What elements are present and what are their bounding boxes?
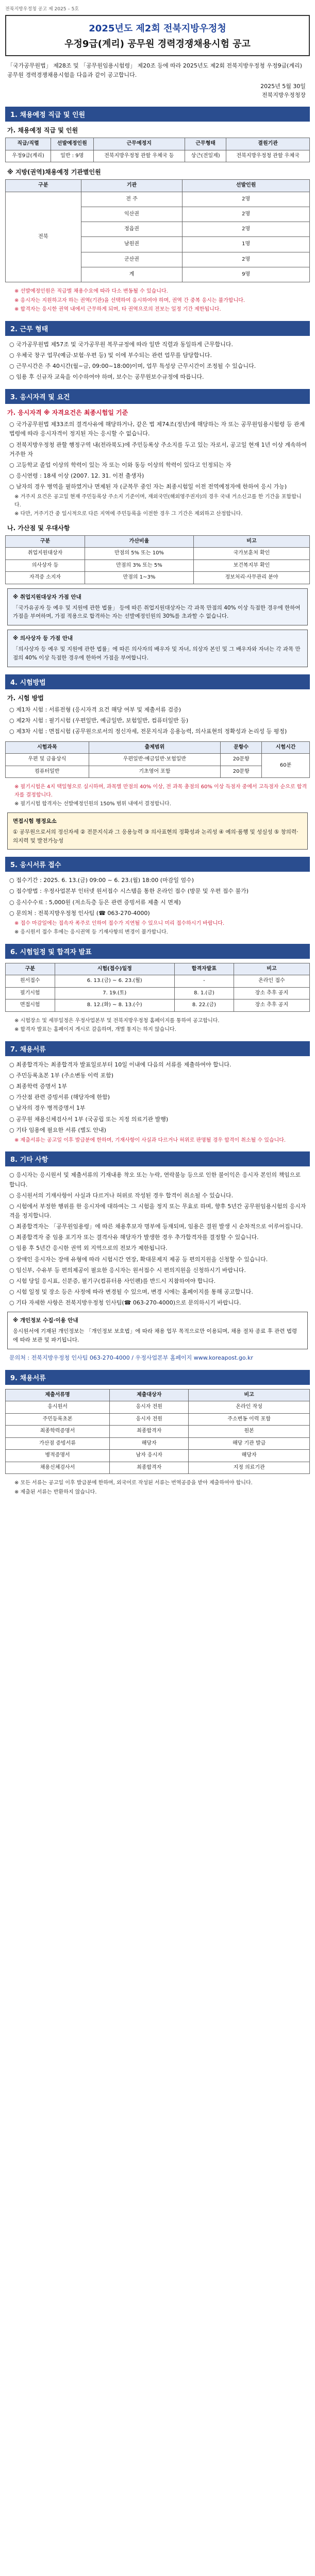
s8-item: ○ 응시원서의 기재사항이 사실과 다르거나 허위로 작성된 경우 합격이 취소될 수 있습니다. xyxy=(9,1192,234,1199)
th: 구분 xyxy=(6,535,85,548)
s8-item: ○ 시험 일정 및 장소 등은 사정에 따라 변경될 수 있으며, 변경 시에는 홈페이지를 통해 공고합니다. xyxy=(9,1288,253,1295)
th: 비고 xyxy=(189,1389,310,1401)
td: 남원권 xyxy=(81,237,183,252)
td: 컴퓨터일반 xyxy=(6,766,89,778)
s8-contact: 문의처 : 전북지방우정청 인사팀 063-270-4000 / 우정사업본부 홈페이지 www.koreapost.go.kr xyxy=(9,1354,253,1361)
s5-note: ※ 접수 마감일에는 접속자 폭주로 인하여 접수가 지연될 수 있으니 미리 접수하시기 바랍니다. xyxy=(14,920,225,926)
td: 기초영어 포함 xyxy=(89,766,221,778)
s4-item: ○ 제2차 시험 : 필기시험 (우편일반, 예금일반, 보험일반, 컴퓨터일반 등) xyxy=(9,717,189,724)
td: 최종합격자 xyxy=(110,1426,189,1438)
td: 8. 1.(금) xyxy=(175,987,234,999)
box-body: 「의사상자 등 예우 및 지원에 관한 법률」에 따른 의사자의 배우자 및 자녀, 의상자 본인 및 그 배우자와 자녀는 각 과목 만점의 40% 이상 득점한 경우에 한하여 가점을 부여합니다. xyxy=(13,646,301,661)
s4-table-subjects xyxy=(5,741,310,778)
doc-number: 전북지방우정청 공고 제 2025 – 5호 xyxy=(5,7,79,12)
th: 가산비율 xyxy=(85,535,194,548)
table-row xyxy=(6,548,310,560)
table-header-row xyxy=(6,180,310,192)
intro-text: 「국가공무원법」 제28조 및 「공무원임용시험령」 제20조 등에 따라 2025년도 제2회 전북지방우정청 우정9급(계리) 공무원 경력경쟁채용시험을 다음과 같이 공고합니다. xyxy=(7,62,302,78)
section-2-header: 2. 근무 형태 xyxy=(5,321,310,336)
table-header-row xyxy=(6,741,310,754)
td: 7. 19.(토) xyxy=(55,987,174,999)
table-row xyxy=(6,1437,310,1450)
table-row xyxy=(6,1426,310,1438)
th: 합격자발표 xyxy=(175,963,234,975)
box-title: 면접시험 평정요소 xyxy=(13,818,57,824)
s7-item: ○ 기타 임용에 필요한 서류 (별도 안내) xyxy=(9,1126,106,1133)
td: 면접시험 xyxy=(6,999,55,1012)
table-row xyxy=(6,987,310,999)
th: 결원기관 xyxy=(226,138,310,150)
s8-item: ○ 임신부, 수유부 등 편의제공이 필요한 응시자는 원서접수 시 편의지원을 신청하시기 바랍니다. xyxy=(9,1266,246,1274)
table-row xyxy=(6,999,310,1012)
td: 전북 xyxy=(6,192,81,282)
td: 가산점 증빙서류 xyxy=(6,1437,110,1450)
th: 제출대상자 xyxy=(110,1389,189,1401)
s5-note: ※ 응시원서 접수 후에는 응시권역 등 기재사항의 변경이 불가합니다. xyxy=(14,929,168,936)
section-3-header: 3. 응시자격 및 요건 xyxy=(5,389,310,404)
td: 만점의 1~3% xyxy=(85,572,194,584)
table-header-row xyxy=(6,1389,310,1401)
th: 시험과목 xyxy=(6,741,89,754)
s8-item: ○ 장애인 응시자는 장애 유형에 따라 시험시간 연장, 확대문제지 제공 등 편의지원을 신청할 수 있습니다. xyxy=(9,1256,268,1263)
table-header-row xyxy=(6,138,310,150)
td: 장소 추후 공지 xyxy=(234,999,309,1012)
td: 주민등록초본 xyxy=(6,1413,110,1426)
td: 2명 xyxy=(183,252,310,267)
td: 8. 12.(화) ~ 8. 13.(수) xyxy=(55,999,174,1012)
s3-note: ※ 거주지 요건은 공고일 현재 주민등록상 주소지 기준이며, 재외국민(해외영주권자)의 경우 국내 거소신고를 한 기간을 포함합니다. xyxy=(14,494,302,508)
box-body: ① 공무원으로서의 정신자세 ② 전문지식과 그 응용능력 ③ 의사표현의 정확성과 논리성 ④ 예의·품행 및 성실성 ⑤ 창의력·의지력 및 발전가능성 xyxy=(13,828,299,844)
td: 만점의 3% 또는 5% xyxy=(85,560,194,572)
th: 기관 xyxy=(81,180,183,192)
s8-item: ○ 임용 후 5년간 응시한 권역 외 지역으로의 전보가 제한됩니다. xyxy=(9,1245,168,1252)
s9-note: ※ 제출된 서류는 반환하지 않습니다. xyxy=(14,1489,97,1495)
table-header-row xyxy=(6,535,310,548)
s8-box-privacy xyxy=(7,1312,308,1349)
s3-item: ○ 응시연령 : 18세 이상 (2007. 12. 31. 이전 출생자) xyxy=(9,472,144,479)
title-line-1: 2025년도 제2회 전북지방우정청 xyxy=(89,23,226,34)
td: 전 주 xyxy=(81,192,183,207)
td: 우편일반·예금일반·보험일반 xyxy=(89,754,221,766)
td: 계 xyxy=(81,267,183,282)
box-title: ※ 취업지원대상자 가점 안내 xyxy=(13,594,81,600)
s8-item: ○ 시험 당일 응시표, 신분증, 필기구(컴퓨터용 사인펜)를 반드시 지참하여야 합니다. xyxy=(9,1277,216,1284)
td: 9명 xyxy=(183,267,310,282)
td: 60분 xyxy=(262,754,310,778)
th: 구분 xyxy=(6,963,55,975)
s7-note: ※ 제출서류는 공고일 이후 발급분에 한하며, 기재사항이 사실과 다르거나 허위로 판명될 경우 합격이 취소될 수 있습니다. xyxy=(14,1137,286,1143)
s4-item: ○ 제3차 시험 : 면접시험 (공무원으로서의 정신자세, 전문지식과 응용능력, 의사표현의 정확성과 논리성 등 평정) xyxy=(9,727,287,735)
td: 응시원서 xyxy=(6,1401,110,1414)
box-body: 「국가유공자 등 예우 및 지원에 관한 법률」 등에 따른 취업지원대상자는 각 과목 만점의 40% 이상 득점한 경우에 한하여 가점을 부여하며, 가점 적용으로 합격하는 자는 선발예정인원의 30%를 초과할 수 없습니다. xyxy=(13,604,301,620)
s3-item: ○ 전북지방우정청 관할 행정구역 내(전라북도)에 주민등록상 주소지를 두고 있는 자로서, 공고일 현재 1년 이상 계속하여 거주한 자 xyxy=(9,441,307,457)
td: 응시자 전원 xyxy=(110,1401,189,1414)
td: 최종합격자 xyxy=(110,1462,189,1474)
td: - xyxy=(175,975,234,988)
td: 보건복지부 확인 xyxy=(193,560,309,572)
section-6-header: 6. 시험일정 및 합격자 발표 xyxy=(5,944,310,959)
section-7-header: 7. 채용서류 xyxy=(5,1041,310,1056)
s2-item: ○ 임용 후 신규자 교육을 이수하여야 하며, 보수는 공무원보수규정에 따릅니다. xyxy=(9,374,204,381)
s5-item: ○ 접수방법 : 우정사업본부 인터넷 원서접수 시스템을 통한 온라인 접수 (방문 및 우편 접수 불가) xyxy=(9,888,248,895)
s2-item: ○ 국가공무원법 제57조 및 국가공무원 복무규정에 따라 일반 직렬과 동일하게 근무합니다. xyxy=(9,341,233,348)
s8-item: ○ 기타 자세한 사항은 전북지방우정청 인사팀(☎ 063-270-4000)으로 문의하시기 바랍니다. xyxy=(9,1299,241,1307)
s1-note: ※ 응시자는 지원하고자 하는 권역(기관)을 선택하여 응시하여야 하며, 권역 간 중복 응시는 불가합니다. xyxy=(14,297,245,303)
notice-page xyxy=(5,0,310,1496)
td: 군산권 xyxy=(81,252,183,267)
td: 우편 및 금융상식 xyxy=(6,754,89,766)
th: 근무예정지 xyxy=(93,138,185,150)
box-title: ※ 개인정보 수집·이용 안내 xyxy=(13,1317,78,1324)
section-8-header: 8. 기타 사항 xyxy=(5,1151,310,1166)
s4-note: ※ 필기시험 합격자는 선발예정인원의 150% 범위 내에서 결정합니다. xyxy=(14,801,171,807)
section-5-header: 5. 응시서류 접수 xyxy=(5,857,310,872)
th: 비고 xyxy=(234,963,309,975)
td: 원본 xyxy=(189,1426,310,1438)
table-header-row xyxy=(6,963,310,975)
td: 온라인 접수 xyxy=(234,975,309,988)
section-9-header: 9. 채용서류 xyxy=(5,1370,310,1385)
td: 일반 : 9명 xyxy=(51,150,93,162)
s2-item: ○ 근무시간은 주 40시간(월~금, 09:00~18:00)이며, 업무 특성상 근무시간이 조정될 수 있습니다. xyxy=(9,362,256,369)
s6-table-schedule xyxy=(5,963,310,1012)
s7-item: ○ 공무원 채용신체검사서 1부 (국공립 또는 지정 의료기관 발행) xyxy=(9,1115,169,1123)
td: 자격증 소지자 xyxy=(6,572,85,584)
table-row xyxy=(6,560,310,572)
s9-note: ※ 모든 서류는 공고일 이후 발급분에 한하며, 외국어로 작성된 서류는 번역공증을 받아 제출하여야 합니다. xyxy=(14,1480,253,1486)
td: 만점의 5% 또는 10% xyxy=(85,548,194,560)
s3-box-righteous xyxy=(7,630,308,667)
td: 익산권 xyxy=(81,207,183,222)
s7-item: ○ 주민등록초본 1부 (주소변동 이력 포함) xyxy=(9,1072,114,1079)
s4-note: ※ 필기시험은 4지 택일형으로 실시하며, 과목별 만점의 40% 이상, 전 과목 총점의 60% 이상 득점자 중에서 고득점자 순으로 합격자를 결정합니다. xyxy=(14,784,307,798)
td: 정보처리·사무관리 분야 xyxy=(193,572,309,584)
td: 2명 xyxy=(183,222,310,237)
td: 해당자 xyxy=(110,1437,189,1450)
td: 상근(전일제) xyxy=(185,150,226,162)
th: 비고 xyxy=(193,535,309,548)
s3-sub2: 나. 가산점 및 우대사항 xyxy=(7,524,70,532)
th: 직급/직렬 xyxy=(6,138,51,150)
section-4-header: 4. 시험방법 xyxy=(5,674,310,689)
td: 남자 응시자 xyxy=(110,1450,189,1462)
s6-note: ※ 합격자 발표는 홈페이지 게시로 갈음하며, 개별 통지는 하지 않습니다. xyxy=(14,1027,176,1033)
td: 6. 13.(금) ~ 6. 23.(월) xyxy=(55,975,174,988)
s1-table-regions xyxy=(5,179,310,282)
s3-item: ○ 고등학교 졸업 이상의 학력이 있는 자 또는 이와 동등 이상의 학력이 있다고 인정되는 자 xyxy=(9,461,231,468)
th: 시험(접수)일정 xyxy=(55,963,174,975)
th: 제출서류명 xyxy=(6,1389,110,1401)
th: 구분 xyxy=(6,180,81,192)
td: 전북지방우정청 관할 우체국 등 xyxy=(93,150,185,162)
td: 해당 기관 발급 xyxy=(189,1437,310,1450)
th: 근무형태 xyxy=(185,138,226,150)
s3-table-bonus xyxy=(5,535,310,584)
signoff-date: 2025년 5월 30일 xyxy=(260,83,306,90)
s3-note: ※ 다만, 거주기간 중 일시적으로 다른 지역에 주민등록을 이전한 경우 그 기간은 제외하고 산정합니다. xyxy=(14,511,243,517)
td: 우정9급(계리) xyxy=(6,150,51,162)
signoff xyxy=(5,82,306,99)
table-row xyxy=(6,150,310,162)
s3-item: ○ 남자의 경우 병역을 필하였거나 면제된 자 (군복무 중인 자는 최종시험일 이전 전역예정자에 한하여 응시 가능) xyxy=(9,483,287,490)
signoff-org: 전북지방우정청장 xyxy=(261,91,306,98)
th: 시험시간 xyxy=(262,741,310,754)
td: 지정 의료기관 xyxy=(189,1462,310,1474)
s4-box-interview xyxy=(7,812,308,850)
td: 전북지방우정청 관할 우체국 xyxy=(226,150,310,162)
td: 주소변동 이력 포함 xyxy=(189,1413,310,1426)
td: 1명 xyxy=(183,237,310,252)
s1-sub1: 가. 채용예정 직급 및 인원 xyxy=(7,127,78,134)
s4-item: ○ 제1차 시험 : 서류전형 (응시자격 요건 해당 여부 및 제출서류 검증) xyxy=(9,706,181,713)
td: 병적증명서 xyxy=(6,1450,110,1462)
table-row xyxy=(6,1462,310,1474)
s4-sub1: 가. 시험 방법 xyxy=(7,694,44,702)
th: 선발예정인원 xyxy=(51,138,93,150)
table-row xyxy=(6,192,310,207)
table-row xyxy=(6,754,310,766)
td: 원서접수 xyxy=(6,975,55,988)
td: 정읍권 xyxy=(81,222,183,237)
th: 출제범위 xyxy=(89,741,221,754)
s3-box-veteran xyxy=(7,588,308,625)
s5-item: ○ 응시수수료 : 5,000원 (저소득층 등은 관련 증빙서류 제출 시 면제) xyxy=(9,899,181,906)
box-title: ※ 의사상자 등 가점 안내 xyxy=(13,635,73,642)
title-box xyxy=(5,15,310,56)
td: 국가보훈처 확인 xyxy=(193,548,309,560)
box-body: 응시원서에 기재된 개인정보는 「개인정보 보호법」에 따라 채용 업무 목적으로만 이용되며, 채용 절차 종료 후 관련 법령에 따라 보관 및 파기됩니다. xyxy=(13,1328,297,1343)
table-row xyxy=(6,1450,310,1462)
th: 문항수 xyxy=(221,741,262,754)
table-row xyxy=(6,975,310,988)
s8-item: ○ 시험에서 부정한 행위를 한 응시자에 대하여는 그 시험을 정지 또는 무효로 하며, 향후 5년간 공무원임용시험의 응시자격을 정지합니다. xyxy=(9,1202,306,1219)
s5-item: ○ 문의처 : 전북지방우정청 인사팀 (☎ 063-270-4000) xyxy=(9,909,150,917)
s8-item: ○ 최종합격자 중 임용 포기자 또는 결격사유 해당자가 발생한 경우 추가합격자를 결정할 수 있습니다. xyxy=(9,1234,259,1241)
td: 2명 xyxy=(183,192,310,207)
s7-item: ○ 남자의 경우 병적증명서 1부 xyxy=(9,1105,86,1112)
title-line-2: 우정9급(계리) 공무원 경력경쟁채용시험 공고 xyxy=(64,39,251,49)
td: 20문항 xyxy=(221,766,262,778)
s7-item: ○ 최종학력 증명서 1부 xyxy=(9,1083,68,1090)
s1-note: ※ 선발예정인원은 직급별 채용수요에 따라 다소 변동될 수 있습니다. xyxy=(14,289,168,295)
s8-item: ○ 응시자는 응시원서 및 제출서류의 기재내용 착오 또는 누락, 연락불능 등으로 인한 불이익은 응시자 본인의 책임으로 합니다. xyxy=(9,1172,301,1188)
td: 2명 xyxy=(183,207,310,222)
td: 응시자 전원 xyxy=(110,1413,189,1426)
s7-item: ○ 최종합격자는 최종합격자 발표일로부터 10일 이내에 다음의 서류를 제출하여야 합니다. xyxy=(9,1061,231,1068)
td: 20문항 xyxy=(221,754,262,766)
s3-item: ○ 국가공무원법 제33조의 결격사유에 해당하거나, 같은 법 제74조(정년)에 해당하는 자 또는 공무원임용시험령 등 관계법령에 따라 응시자격이 정지된 자는 응시할 수 없습니다. xyxy=(9,421,305,437)
td: 채용신체검사서 xyxy=(6,1462,110,1474)
s2-item: ○ 우체국 창구 업무(예금·보험·우편 등) 및 이에 부수되는 관련 업무를 담당합니다. xyxy=(9,351,212,359)
s7-item: ○ 가산점 관련 증빙서류 (해당자에 한함) xyxy=(9,1094,110,1101)
s8-item: ○ 최종합격자는 「공무원임용령」에 따른 채용후보자 명부에 등재되며, 임용은 결원 발생 시 순차적으로 이루어집니다. xyxy=(9,1223,303,1230)
th: 선발인원 xyxy=(183,180,310,192)
table-row xyxy=(6,1413,310,1426)
td: 의사상자 등 xyxy=(6,560,85,572)
s1-sub2: ※ 지방(권역)채용예정 기관별인원 xyxy=(7,168,101,176)
table-row xyxy=(6,1401,310,1414)
td: 최종학력증명서 xyxy=(6,1426,110,1438)
td: 8. 22.(금) xyxy=(175,999,234,1012)
td: 온라인 작성 xyxy=(189,1401,310,1414)
td: 필기시험 xyxy=(6,987,55,999)
s6-note: ※ 시험장소 및 세부일정은 우정사업본부 및 전북지방우정청 홈페이지를 통하여 공고합니다. xyxy=(14,1018,220,1024)
td: 장소 추후 공지 xyxy=(234,987,309,999)
s9-table-documents xyxy=(5,1389,310,1475)
td: 해당자 xyxy=(189,1450,310,1462)
table-row xyxy=(6,572,310,584)
s5-item: ○ 접수기간 : 2025. 6. 13.(금) 09:00 ~ 6. 23.(월) 18:00 (마감일 엄수) xyxy=(9,877,194,884)
section-1-header: 1. 채용예정 직급 및 인원 xyxy=(5,107,310,122)
s1-note: ※ 합격자는 응시한 권역 내에서 근무하게 되며, 타 권역으로의 전보는 일정 기간 제한됩니다. xyxy=(14,307,221,313)
s3-sub1: 가. 응시자격 ※ 자격요건은 최종시험일 기준 xyxy=(7,409,128,417)
td: 취업지원대상자 xyxy=(6,548,85,560)
s1-table-positions xyxy=(5,138,310,162)
